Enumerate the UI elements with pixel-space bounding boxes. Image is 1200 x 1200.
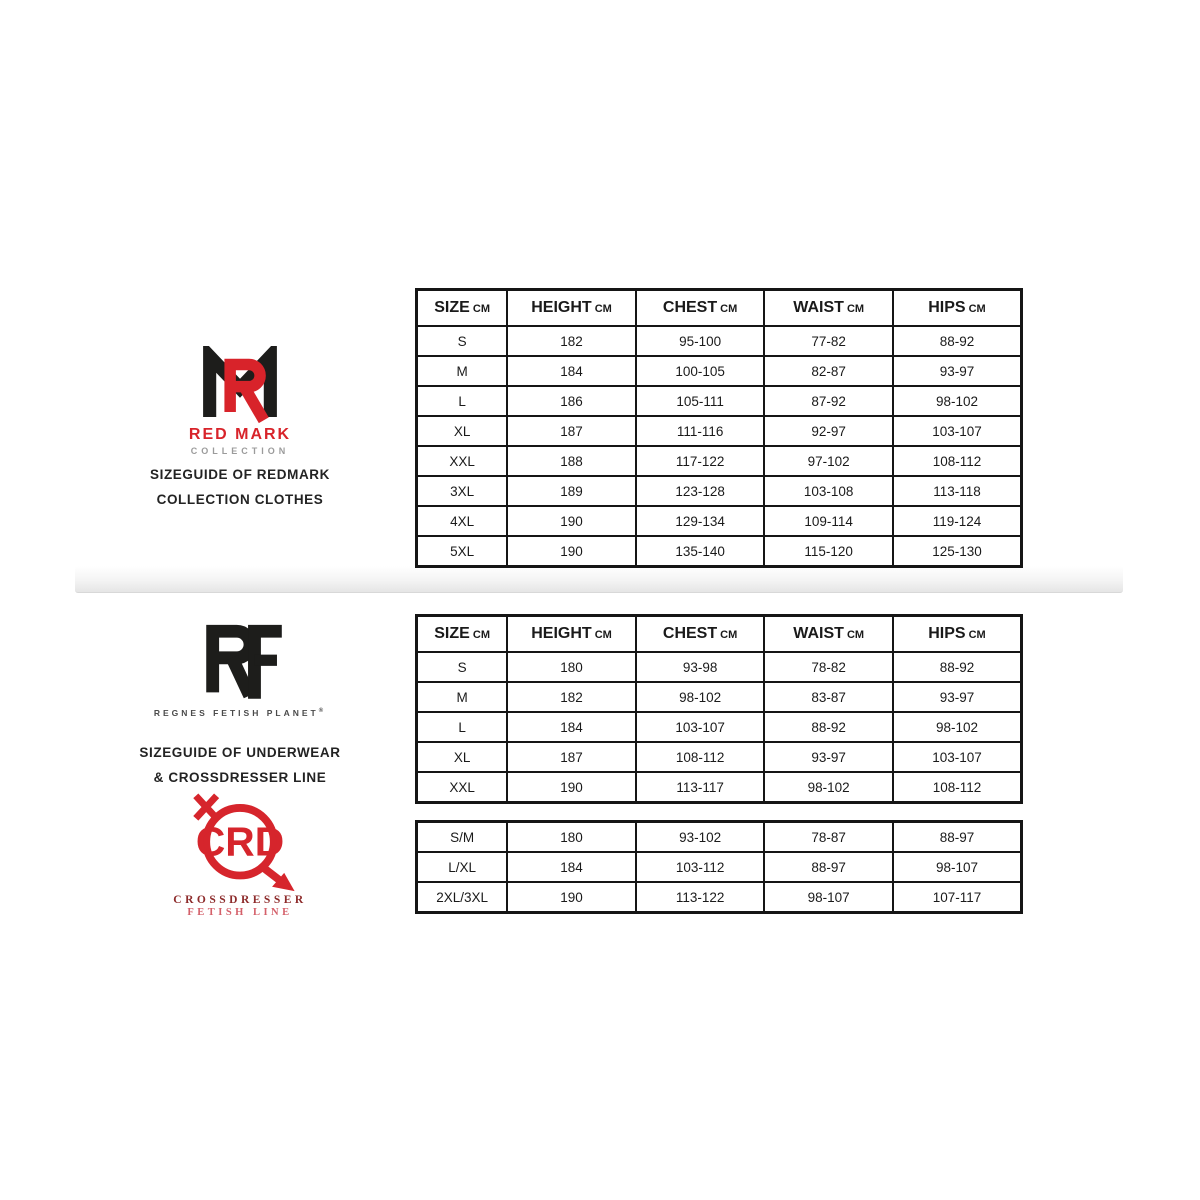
table-cell: 97-102 xyxy=(764,446,893,476)
crd-monogram-icon xyxy=(158,788,322,892)
table-cell: 111-116 xyxy=(636,416,765,446)
column-header: WAIST CM xyxy=(764,616,893,653)
table-cell: 117-122 xyxy=(636,446,765,476)
table-cell: 115-120 xyxy=(764,536,893,567)
table-cell: 88-92 xyxy=(893,326,1022,356)
table-cell: 187 xyxy=(507,416,636,446)
table-row xyxy=(417,416,1022,446)
table-cell: 186 xyxy=(507,386,636,416)
table-cell: 108-112 xyxy=(893,772,1022,803)
table-cell: 98-102 xyxy=(764,772,893,803)
table-cell: 190 xyxy=(507,772,636,803)
column-header: SIZE CM xyxy=(417,290,508,327)
table-cell: 88-97 xyxy=(764,852,893,882)
table-cell: 93-97 xyxy=(893,356,1022,386)
column-header: CHEST CM xyxy=(636,616,765,653)
table-cell: 2XL/3XL xyxy=(417,882,508,913)
redmark-logo-block xyxy=(150,346,330,456)
table-cell: 4XL xyxy=(417,506,508,536)
table-cell: 129-134 xyxy=(636,506,765,536)
table-row xyxy=(417,476,1022,506)
table-cell: 5XL xyxy=(417,536,508,567)
redmark-brand-sub: COLLECTION xyxy=(190,446,290,456)
table-cell: 187 xyxy=(507,742,636,772)
regnes-monogram-icon xyxy=(179,620,301,702)
table-cell: 83-87 xyxy=(764,682,893,712)
svg-text:CRD: CRD xyxy=(195,818,285,865)
table-cell: 98-102 xyxy=(636,682,765,712)
redmark-monogram-icon xyxy=(199,346,281,424)
column-header: CHEST CM xyxy=(636,290,765,327)
table-cell: 98-107 xyxy=(764,882,893,913)
table-cell: 98-102 xyxy=(893,386,1022,416)
table-cell: XL xyxy=(417,742,508,772)
table-cell: S xyxy=(417,326,508,356)
underwear-size-table xyxy=(415,614,1023,804)
table-header-row xyxy=(417,290,1022,327)
column-header: WAIST CM xyxy=(764,290,893,327)
column-header: HIPS CM xyxy=(893,290,1022,327)
table-row xyxy=(417,772,1022,803)
crossdresser-size-table xyxy=(415,820,1023,914)
table-cell: 98-102 xyxy=(893,712,1022,742)
table-cell: 113-118 xyxy=(893,476,1022,506)
table-cell: 188 xyxy=(507,446,636,476)
crd-logo-block xyxy=(150,788,330,918)
registered-mark: ® xyxy=(318,708,327,715)
table-cell: 113-122 xyxy=(636,882,765,913)
table-cell: 93-102 xyxy=(636,822,765,853)
table-row xyxy=(417,326,1022,356)
table-cell: L xyxy=(417,712,508,742)
redmark-caption-line1: SIZEGUIDE OF REDMARK xyxy=(149,467,330,482)
table-cell: 119-124 xyxy=(893,506,1022,536)
table-cell: 182 xyxy=(507,326,636,356)
table-cell: 182 xyxy=(507,682,636,712)
table-cell: 82-87 xyxy=(764,356,893,386)
table-cell: 103-107 xyxy=(893,416,1022,446)
table-row xyxy=(417,536,1022,567)
table-cell: 77-82 xyxy=(764,326,893,356)
table-row xyxy=(417,652,1022,682)
table-cell: 93-97 xyxy=(764,742,893,772)
column-header: HEIGHT CM xyxy=(507,290,636,327)
table-cell: 100-105 xyxy=(636,356,765,386)
redmark-caption-line2: COLLECTION CLOTHES xyxy=(156,492,324,507)
table-cell: 190 xyxy=(507,536,636,567)
table-cell: M xyxy=(417,356,508,386)
table-cell: XXL xyxy=(417,446,508,476)
table-row xyxy=(417,852,1022,882)
redmark-caption xyxy=(100,462,380,512)
table-cell: XL xyxy=(417,416,508,446)
table-cell: 88-92 xyxy=(893,652,1022,682)
table-cell: 123-128 xyxy=(636,476,765,506)
table-cell: 180 xyxy=(507,822,636,853)
table-cell: 189 xyxy=(507,476,636,506)
table-header-row xyxy=(417,616,1022,653)
table-row xyxy=(417,822,1022,853)
table-cell: 93-98 xyxy=(636,652,765,682)
table-cell: 3XL xyxy=(417,476,508,506)
table-cell: 95-100 xyxy=(636,326,765,356)
table-cell: 88-92 xyxy=(764,712,893,742)
table-cell: 103-108 xyxy=(764,476,893,506)
table-cell: 98-107 xyxy=(893,852,1022,882)
table-cell: 107-117 xyxy=(893,882,1022,913)
table-cell: 78-82 xyxy=(764,652,893,682)
crd-line2: FETISH LINE xyxy=(187,907,293,918)
table-cell: 87-92 xyxy=(764,386,893,416)
table-cell: 125-130 xyxy=(893,536,1022,567)
table-cell: L xyxy=(417,386,508,416)
table-cell: 103-107 xyxy=(893,742,1022,772)
crd-line1: CROSSDRESSER xyxy=(173,894,307,906)
table-cell: S/M xyxy=(417,822,508,853)
regnes-brand-name xyxy=(150,708,330,718)
table-row xyxy=(417,742,1022,772)
section-divider xyxy=(75,566,1123,593)
column-header: SIZE CM xyxy=(417,616,508,653)
table-cell: 113-117 xyxy=(636,772,765,803)
table-cell: 108-112 xyxy=(893,446,1022,476)
table-cell: S xyxy=(417,652,508,682)
table-cell: 92-97 xyxy=(764,416,893,446)
table-cell: 184 xyxy=(507,852,636,882)
column-header: HEIGHT CM xyxy=(507,616,636,653)
table-row xyxy=(417,682,1022,712)
table-cell: 135-140 xyxy=(636,536,765,567)
table-cell: 190 xyxy=(507,882,636,913)
table-cell: L/XL xyxy=(417,852,508,882)
regnes-brand-text: REGNES FETISH PLANET xyxy=(153,708,319,718)
table-cell: 180 xyxy=(507,652,636,682)
table-row xyxy=(417,386,1022,416)
underwear-caption-line2: & CROSSDRESSER LINE xyxy=(153,770,327,785)
underwear-caption xyxy=(100,740,380,790)
table-cell: 103-112 xyxy=(636,852,765,882)
table-row xyxy=(417,446,1022,476)
redmark-size-table xyxy=(415,288,1023,568)
table-cell: 88-97 xyxy=(893,822,1022,853)
regnes-logo-block xyxy=(150,620,330,718)
table-cell: 108-112 xyxy=(636,742,765,772)
table-cell: 190 xyxy=(507,506,636,536)
table-cell: 103-107 xyxy=(636,712,765,742)
table-row xyxy=(417,712,1022,742)
table-cell: 184 xyxy=(507,712,636,742)
table-cell: M xyxy=(417,682,508,712)
underwear-caption-line1: SIZEGUIDE OF UNDERWEAR xyxy=(139,745,341,760)
table-row xyxy=(417,356,1022,386)
column-header: HIPS CM xyxy=(893,616,1022,653)
table-row xyxy=(417,882,1022,913)
table-cell: 93-97 xyxy=(893,682,1022,712)
redmark-brand-name: RED MARK xyxy=(188,426,292,443)
table-cell: XXL xyxy=(417,772,508,803)
table-cell: 78-87 xyxy=(764,822,893,853)
table-cell: 109-114 xyxy=(764,506,893,536)
table-row xyxy=(417,506,1022,536)
table-cell: 105-111 xyxy=(636,386,765,416)
table-cell: 184 xyxy=(507,356,636,386)
